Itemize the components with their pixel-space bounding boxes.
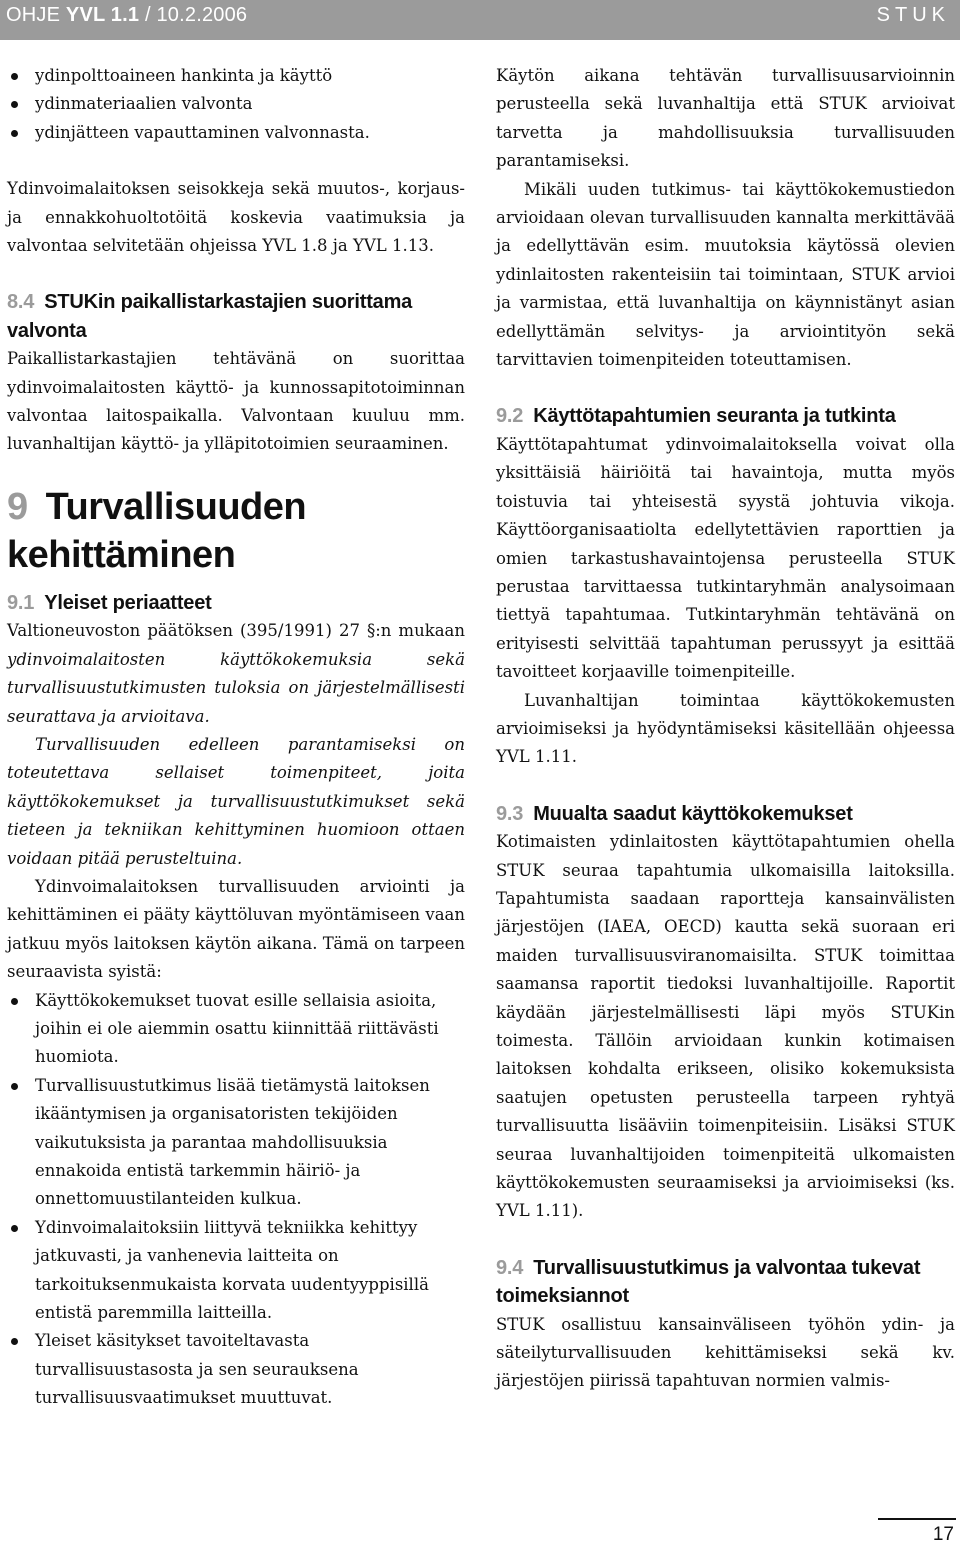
top-bullet-list	[7, 62, 465, 147]
chapter-number: 9	[7, 485, 28, 528]
header-doc-info	[6, 4, 247, 27]
section-9-1-paragraph-2	[7, 731, 465, 873]
section-9-3-paragraph: Kotimaisten ydinlaitosten käyttötapahtumien ohella STUK seuraa tapahtumia ulkomaisilla laitoksilla. Tapahtumista saadaan raportteja kansainvälisten järjestöjen (IAEA, OECD) kautta sekä suoraan eri maiden turvallisuusviranomaisilta. STUK toimittaa saamansa raportit tiedoksi luvanhaltijoille. Raportit käydään järjestelmällisesti läpi myös STUKin toimesta. Tällöin arvioidaan kunkin kotimaisen laitoksen kohdalta erikseen, olisiko kokemuksista saatujen opetusten perusteella tarpeen ryhtyä turvallisuutta lisääviin toimenpiteisiin. Lisäksi STUK seuraa luvanhaltijoiden toimenpiteitä ulkomaisten käyttökokemusten seuraamiseksi ja arvioimiseksi (ks. YVL 1.11).	[496, 832, 955, 1221]
header-doc-prefix: OHJE	[6, 4, 66, 26]
intro-paragraph: Ydinvoimalaitoksen seisokkeja sekä muutos-, korjaus- ja ennakkohuoltotöitä koskevia vaatimuksia ja valvontaa selvitetään ohjeissa YVL 1.8 ja YVL 1.13.	[7, 179, 465, 256]
section-number: 9.4	[496, 1256, 524, 1279]
list-item: Ydinvoimalaitoksiin liittyvä tekniikka kehittyy jatkuvasti, ja vanhenevia laitteita on tarkoituksenmukaista korvata uudentyyppisillä entistä paremmilla laitteilla.	[7, 1214, 465, 1328]
footer-rule	[878, 1518, 956, 1520]
section-number: 8.4	[7, 291, 35, 314]
list-item: ydinjätteen vapauttaminen valvonnasta.	[7, 119, 465, 147]
left-column	[7, 62, 465, 1413]
section-9-2-heading	[496, 402, 955, 430]
section-9-2-paragraph-2: Luvanhaltijan toimintaa käyttökokemusten arvioimiseksi ja hyödyntämiseksi käsitellään ohjeessa YVL 1.11.	[496, 690, 955, 767]
section-9-1-heading	[7, 589, 465, 617]
list-item: ydinpolttoaineen hankinta ja käyttö	[7, 62, 465, 90]
paragraph-quote: Turvallisuuden edelleen parantamiseksi on toteutettava sellaiset toimenpiteet, joita käyttökokemukset ja turvallisuustutkimukset sekä tieteen ja tekniikan kehittyminen huomioon ottaen voidaan pitää perusteltuina.	[7, 734, 465, 868]
section-9-1-paragraph-1	[7, 617, 465, 731]
section-title: Käyttötapahtumien seuranta ja tutkinta	[533, 405, 896, 428]
paragraph-quote: ydinvoimalaitosten käyttökokemuksia sekä turvallisuustutkimusten tuloksia on järjestelmällisesti seurattava ja arvioitava.	[7, 649, 465, 726]
section-title: Turvallisuustutkimus ja valvontaa tukevat toimeksiannot	[496, 1256, 921, 1308]
section-number: 9.3	[496, 802, 524, 825]
page-header	[0, 0, 960, 40]
section-title: STUKin paikallistarkastajien suorittama valvonta	[7, 291, 413, 342]
section-title: Yleiset periaatteet	[44, 591, 212, 614]
right-paragraph-1: Käytön aikana tehtävän turvallisuusarvioinnin perusteella sekä luvanhaltija että STUK arvioivat tarvetta ja mahdollisuuksia turvallisuuden parantamiseksi.	[496, 66, 955, 171]
right-paragraph-2: Mikäli uuden tutkimus- tai käyttökokemustiedon arvioidaan olevan turvallisuuden kannalta merkittävää ja edellyttävän esim. muutoksia käytössä olevien ydinlaitosten rakenteisiin tai toimintaan, STUK arvioi ja varmistaa, että luvanhaltija on käynnistänyt asian edellyttämän selvitys- ja arviointityön sekä tarvittavien toimenpiteiden toteuttamisen.	[496, 179, 955, 370]
section-8-4-paragraph: Paikallistarkastajien tehtävänä on suorittaa ydinvoimalaitosten käyttö- ja kunnossapitotoiminnan valvontaa laitospaikalla. Valvontaan kuuluu mm. luvanhaltijan käyttö- ja ylläpitotoimien seuraaminen.	[7, 349, 465, 454]
section-9-1-paragraph-3: Ydinvoimalaitoksen turvallisuuden arviointi ja kehittäminen ei pääty käyttöluvan myöntämiseen vaan jatkuu myös laitoksen käytön aikana. Tämä on tarpeen seuraavista syistä:	[7, 876, 465, 982]
right-column	[496, 62, 955, 1396]
section-9-4-heading	[496, 1254, 955, 1311]
reasons-bullet-list	[7, 987, 465, 1413]
paragraph-text: Valtioneuvoston päätöksen (395/1991) 27 §:n mukaan	[7, 621, 465, 641]
page-number: 17	[932, 1524, 954, 1545]
chapter-title: Turvallisuuden kehittäminen	[7, 485, 307, 576]
section-title: Muualta saadut käyttökokemukset	[533, 802, 853, 825]
list-item: Turvallisuustutkimus lisää tietämystä laitoksen ikääntymisen ja organisatoristen tekijöiden vaikutuksista ja parantaa mahdollisuuksia ennakoida entistä tarkemmin häiriö- ja onnettomuustilanteiden kulkua.	[7, 1072, 465, 1214]
list-item: Yleiset käsitykset tavoiteltavasta turvallisuustasosta ja sen seurauksena turvallisuusvaatimukset muuttuvat.	[7, 1327, 465, 1412]
list-item: ydinmateriaalien valvonta	[7, 90, 465, 118]
section-8-4-heading	[7, 288, 465, 345]
header-date: / 10.2.2006	[139, 4, 248, 26]
section-number: 9.2	[496, 405, 524, 428]
chapter-9-heading	[7, 483, 465, 579]
header-doc-id: YVL 1.1	[65, 4, 140, 26]
section-9-2-paragraph-1: Käyttötapahtumat ydinvoimalaitoksella voivat olla yksittäisiä häiriöitä tai havaintoja, mutta myös toistuvia tai yhteisestä syystä johtuvia vikoja. Käyttöorganisaatiolta edellytettävien raporttien ja omien tarkastushavaintojensa perusteella STUK perustaa tarvittaessa tutkintaryhmän analysoimaan tiettyä tapahtumaa. Tutkintaryhmän tehtävänä on erityisesti selvittää tapahtuman perussyyt ja esittää tavoitteet korjaaville toimenpiteille.	[496, 434, 955, 682]
section-9-4-paragraph: STUK osallistuu kansainväliseen työhön ydin- ja säteilyturvallisuuden kehittämiseksi sekä kv. järjestöjen piirissä tapahtuvan normien valmis-	[496, 1314, 955, 1391]
section-number: 9.1	[7, 591, 35, 614]
section-9-3-heading	[496, 800, 955, 828]
header-org: STUK	[876, 4, 950, 26]
list-item: Käyttökokemukset tuovat esille sellaisia asioita, joihin ei ole aiemmin osattu kiinnittää riittävästi huomiota.	[7, 987, 465, 1072]
